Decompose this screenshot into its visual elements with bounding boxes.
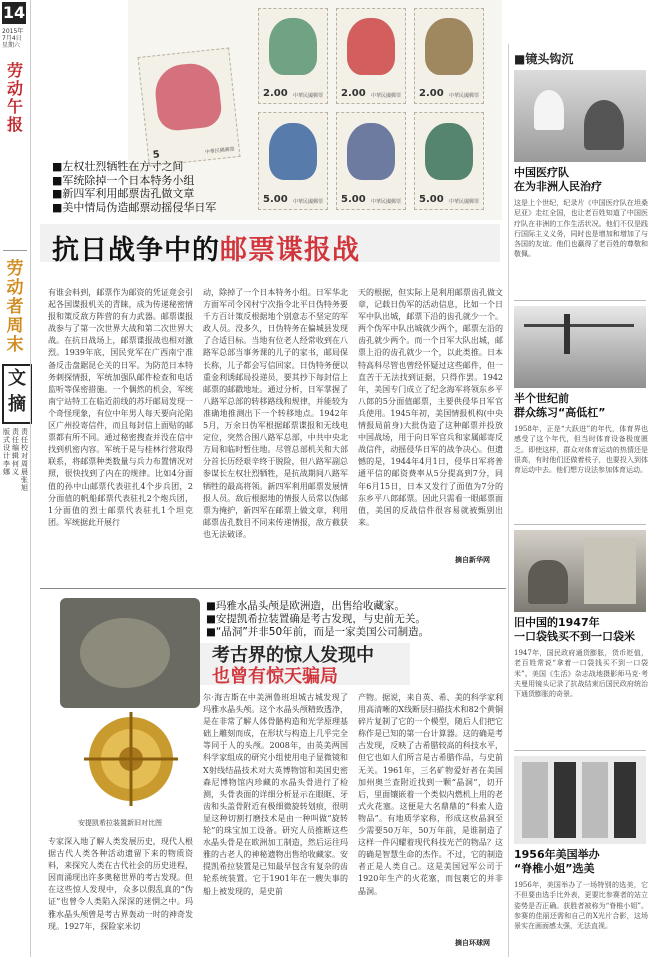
divider	[40, 588, 506, 589]
divider	[514, 750, 646, 751]
article2-source: 摘自环球网	[455, 939, 490, 947]
stamp: 5.00 中華民國郵票	[414, 112, 484, 210]
column-rule	[508, 44, 509, 957]
sidebar-item-title: 中国医疗队 在为非洲人民治疗	[514, 166, 602, 193]
newspaper-logo: 劳动午报	[6, 61, 23, 134]
credit-line: 责任编辑 何义	[12, 428, 19, 476]
antikythera-replica-photo	[76, 704, 186, 814]
stamp: 2.00 中華民國郵票	[336, 8, 406, 104]
article2-bullets: ■玛雅水晶头颅是欧洲造，出售给收藏家。 ■安提凯希拉装置确是考古发现，与史前无关。 ■“晶洞”并非50年前，而是一家美国公司制造。	[206, 600, 430, 638]
article1-column-1: 有谁会料到，邮票作为邮资的凭证竟会引起各国谍报机关的青睐，成为传递秘密情报和策反敌方阵营的有力武器。邮票谍报战参与了第一次世界大战和第二次世界大战。在抗日战场上，邮票谍报战也相对激烈。1939年底，国民党军在广西南宁准备反击盘踞昆仑关的日军。为防范日本特务刺探情报，军统加强队邮件检查和电话监听等保密措施。一个偶然的机会，军统南宁站特工在临近前线的苏圩邮局发现一个奇怪现象，有位中年男人每天要向沦陷区广州投寄信件，而且每封信上面贴的邮票都有所不同。通过秘密搜查并没在信中找到机密内容。军统于是与桂林行营取得联系，将邮票种类数量与兵力布置情况对照，很快找到了内在的规律。比如4分面值的孙中山邮票代表驻扎4个步兵团，2分面值的帆船邮票代表驻扎2个炮兵团，1分面值的烈士邮票代表驻扎1个坦克团。军统据此开展行	[48, 288, 193, 527]
gymnastics-photo	[514, 306, 646, 388]
date-year: 2015年	[2, 28, 24, 35]
date-day: 7月4日	[2, 35, 22, 42]
money-bags-photo	[514, 530, 646, 612]
divider	[3, 250, 27, 251]
divider	[514, 524, 646, 525]
sidebar-column-title: ■镜头钩沉	[514, 52, 574, 66]
sidebar-item-text: 1958年，正是“大跃进”的年代，体育界也感受了这个年代，但当时体育设备极度匮乏。即使这样，群众对体育运动的热情还是很高，有时他们还做着枝子，也要投入到体育运动中去。他们想方设法参加体育运动。	[514, 425, 648, 475]
article1-bullets: ■左权壮烈牺牲在方寸之间 ■军统除掉一个日本特务小组 ■新四军利用邮票齿孔做文章 ■美中情局伪造邮票动摇侵华日军	[52, 160, 217, 214]
stamp: 5.00 中華民國郵票	[258, 112, 328, 210]
sidebar-item-title: 旧中国的1947年 一口袋钱买不到一口袋米	[514, 616, 635, 643]
article1-headline: 抗日战争中的邮票谍报战	[52, 235, 360, 266]
section-subtitle: 文摘	[2, 364, 32, 424]
article1-column-3: 天的根据，但实际上是利用邮票齿孔做文章，记载日伪军的活动信息，比如一个日军中队出城，邮票下沿的齿孔就少一个。两个伪军中队出城就少两个，邮票左沿的齿孔就少两个。而一个日军大队出城，邮票上沿的齿孔就少一个，以此类推。日本特高科尽管也曾经怀疑过这些邮件，但一直苦于无法找到证据，只得作罢。1942年，美国专门成立了纪念海军将领东乡平八郎的5分面值邮票，主要供侵华日军官兵使用。1945年初，美国情报机构(中央情报局前身)大批伪造了这种邮票并投放中国战场，用于向日军官兵和家属邮寄反战信件，动摇侵华日军的战争决心。但遗憾的是，1944年4月1日，侵华日军将普通平信的邮资费率从5分提高到7分，同年6月15日，日本又发行了面值为7分的东乡平八郎邮票。因此只需看一眼邮票面值，美国的反战信件很容易就被甄别出来。	[358, 288, 503, 527]
medical-team-photo	[514, 70, 646, 162]
stamp: 2.00 中華民國郵票	[258, 8, 328, 104]
image-caption: 安提凯希拉装置新旧对比图	[78, 819, 162, 827]
article1-source: 摘自新华网	[455, 556, 490, 564]
sidebar-item-title: 1956年美国举办 “脊椎小姐”选美	[514, 848, 600, 875]
credit-line: 责任校对 周晨 张旭	[21, 428, 28, 492]
article2-headline: 考古界的惊人发现中 也曾有惊天骗局	[212, 645, 374, 687]
sidebar-item-text: 这是上个世纪，纪录片《中国医疗队在坦桑尼亚》走红全国，也让老百姓知道了中国医疗队在非洲的工作生活状况。他们不仅是践行国际主义义务，同时也是增加和增加了与各国的友谊。他们也赢得了老百姓的尊敬和敬佩。	[514, 199, 648, 259]
date-weekday: 星期六	[2, 42, 21, 49]
antikythera-fragment-photo	[60, 598, 200, 708]
sidebar-item-text: 1947年，国民政府通货膨胀，货币贬值，老百姓常说“拿着一口袋钱买不到一口袋米”。美国《生活》杂志战地摄影师马克·考夫曼用镜头记录了抗战结束后国民政府统治下通货膨胀的奇景。	[514, 649, 648, 699]
credit-line: 版式设计 李娜	[3, 428, 10, 476]
article2-column-3: 产物。据说，来自英、希、美的科学家利用高清晰的X线断层扫描技术和82个黄铜碎片复制了它的一个模型，随后人们把它称作是已知的第一台计算器。这的确是考古发现，反映了古希腊较高的科技水平，但它也如人们所言是古希腊作品，与史前无关。1961年，三名矿物爱好者在美国加州奥兰查附近找到一颗“晶洞”，切开后，里面镶嵌着一个类似内燃机上用的老式火花塞。这便是大名鼎鼎的“科索人造物品”。有地质学家称，形成这枚晶洞至少需要50万年，50万年前，是谁制造了这样一件闪耀着现代科技光芒的物品？这的确是智慧生命的杰作。不过，它的制造者正是人类自己。这是美国冠军公司于1920年生产的火花塞，而包裹它的并非晶洞。	[358, 693, 503, 896]
stamp: 5 中華民國郵票	[138, 47, 241, 166]
column-rule	[30, 0, 31, 957]
article2-column-1: 专家深入地了解人类发展历史，现代人根据古代人类各种活动遗留下来的物质资料，来探究人类在古代社会的历史进程，因而涌现出许多奥秘世界的考古发现。但在这些惊人发现中，众多以假乱真的“伪证”也曾令人类陷入深深的迷惘之中。玛雅水晶头颅曾是考古界轰动一时的神奇发现。1927年，探险家米切	[48, 837, 193, 931]
page-number: 14	[2, 3, 26, 22]
stamp: 2.00 中華民國郵票	[414, 8, 484, 104]
divider	[514, 300, 646, 301]
stamp: 5.00 中華民國郵票	[336, 112, 406, 210]
sidebar-item-title: 半个世纪前 群众练习“高低杠”	[514, 392, 606, 419]
article1-column-2: 动，除掉了一个日本特务小组。日军华北方面军司令冈村宁次指令北平日伪特务要千方百计策反根据地个别意志不坚定的军政人员。没多久，日伪特务在偏城县发现了合适目标。当地有位老人经常收到在八路军总部当事务课的儿子的家书，邮局保长称，儿子都会写信回家。日伪特务便以重金利诱邮局投递员，要其抄下每封信上邮票的邮戳地址。通过分析，日军掌握了八路军总部的转移路线和规律，并能较为准确地推测出下一个转移地点。1942年5月，万余日伪军根据邮票谍报和无线电定位，突然合围八路军总部，中共中央北方局和临时暂住地。尽管总部机关和大部分首长历经艰辛终于脱险，但八路军副总参谋长左权壮烈牺牲，是抗战期间八路军牺牲的最高将领。新四军利用邮票发展情报人员。敌后根据地的情报人员常以伪邮票为掩护，新四军在邮票上做文章，利用邮票齿孔数目不同来传递情报，敌方截获也无法破译。	[203, 288, 348, 539]
sidebar-item-text: 1956年，美国举办了一场特别的选美，它不但要由选手比外表，更要比参赛者的站立姿势是否正确。获胜者被称为“脊椎小姐”。参赛的佳丽还需和自己的X光片合影，这场景实在画面感太强，无法直视。	[514, 881, 648, 931]
article2-column-2: 尔·海吉斯在中美洲鲁班坦城古城发现了玛雅水晶头颅。这个水晶头颅精致透净，是在非常了解人体骨骼构造和光学原理基础上雕刻而成，在形状与构造上几乎完全等同于人的头颅。2008年，由英美两国科学家组成的研究小组使用电子显微镜和X射线结晶技术对大英博物馆和美国史密森尼博物馆内珍藏的水晶头骨进行了检测，头骨表面的详细分析显示在眼眶、牙齿和头盖骨附近有极细微旋转划痕，很明显这种切割打磨技术是由一种叫做“旋转轮”的珠宝加工设备。研究人员推断这些水晶头骨是在欧洲加工制造，然后运往玛雅的古老人的神秘遗物出售给收藏家。安提凯希拉装置是已知最早包含有复杂的齿轮系统装置。它于1901年在一艘失事的船上被发现的，是史前	[203, 693, 348, 896]
miss-spine-photo	[514, 756, 646, 844]
section-title: 劳动者周末	[6, 259, 24, 355]
